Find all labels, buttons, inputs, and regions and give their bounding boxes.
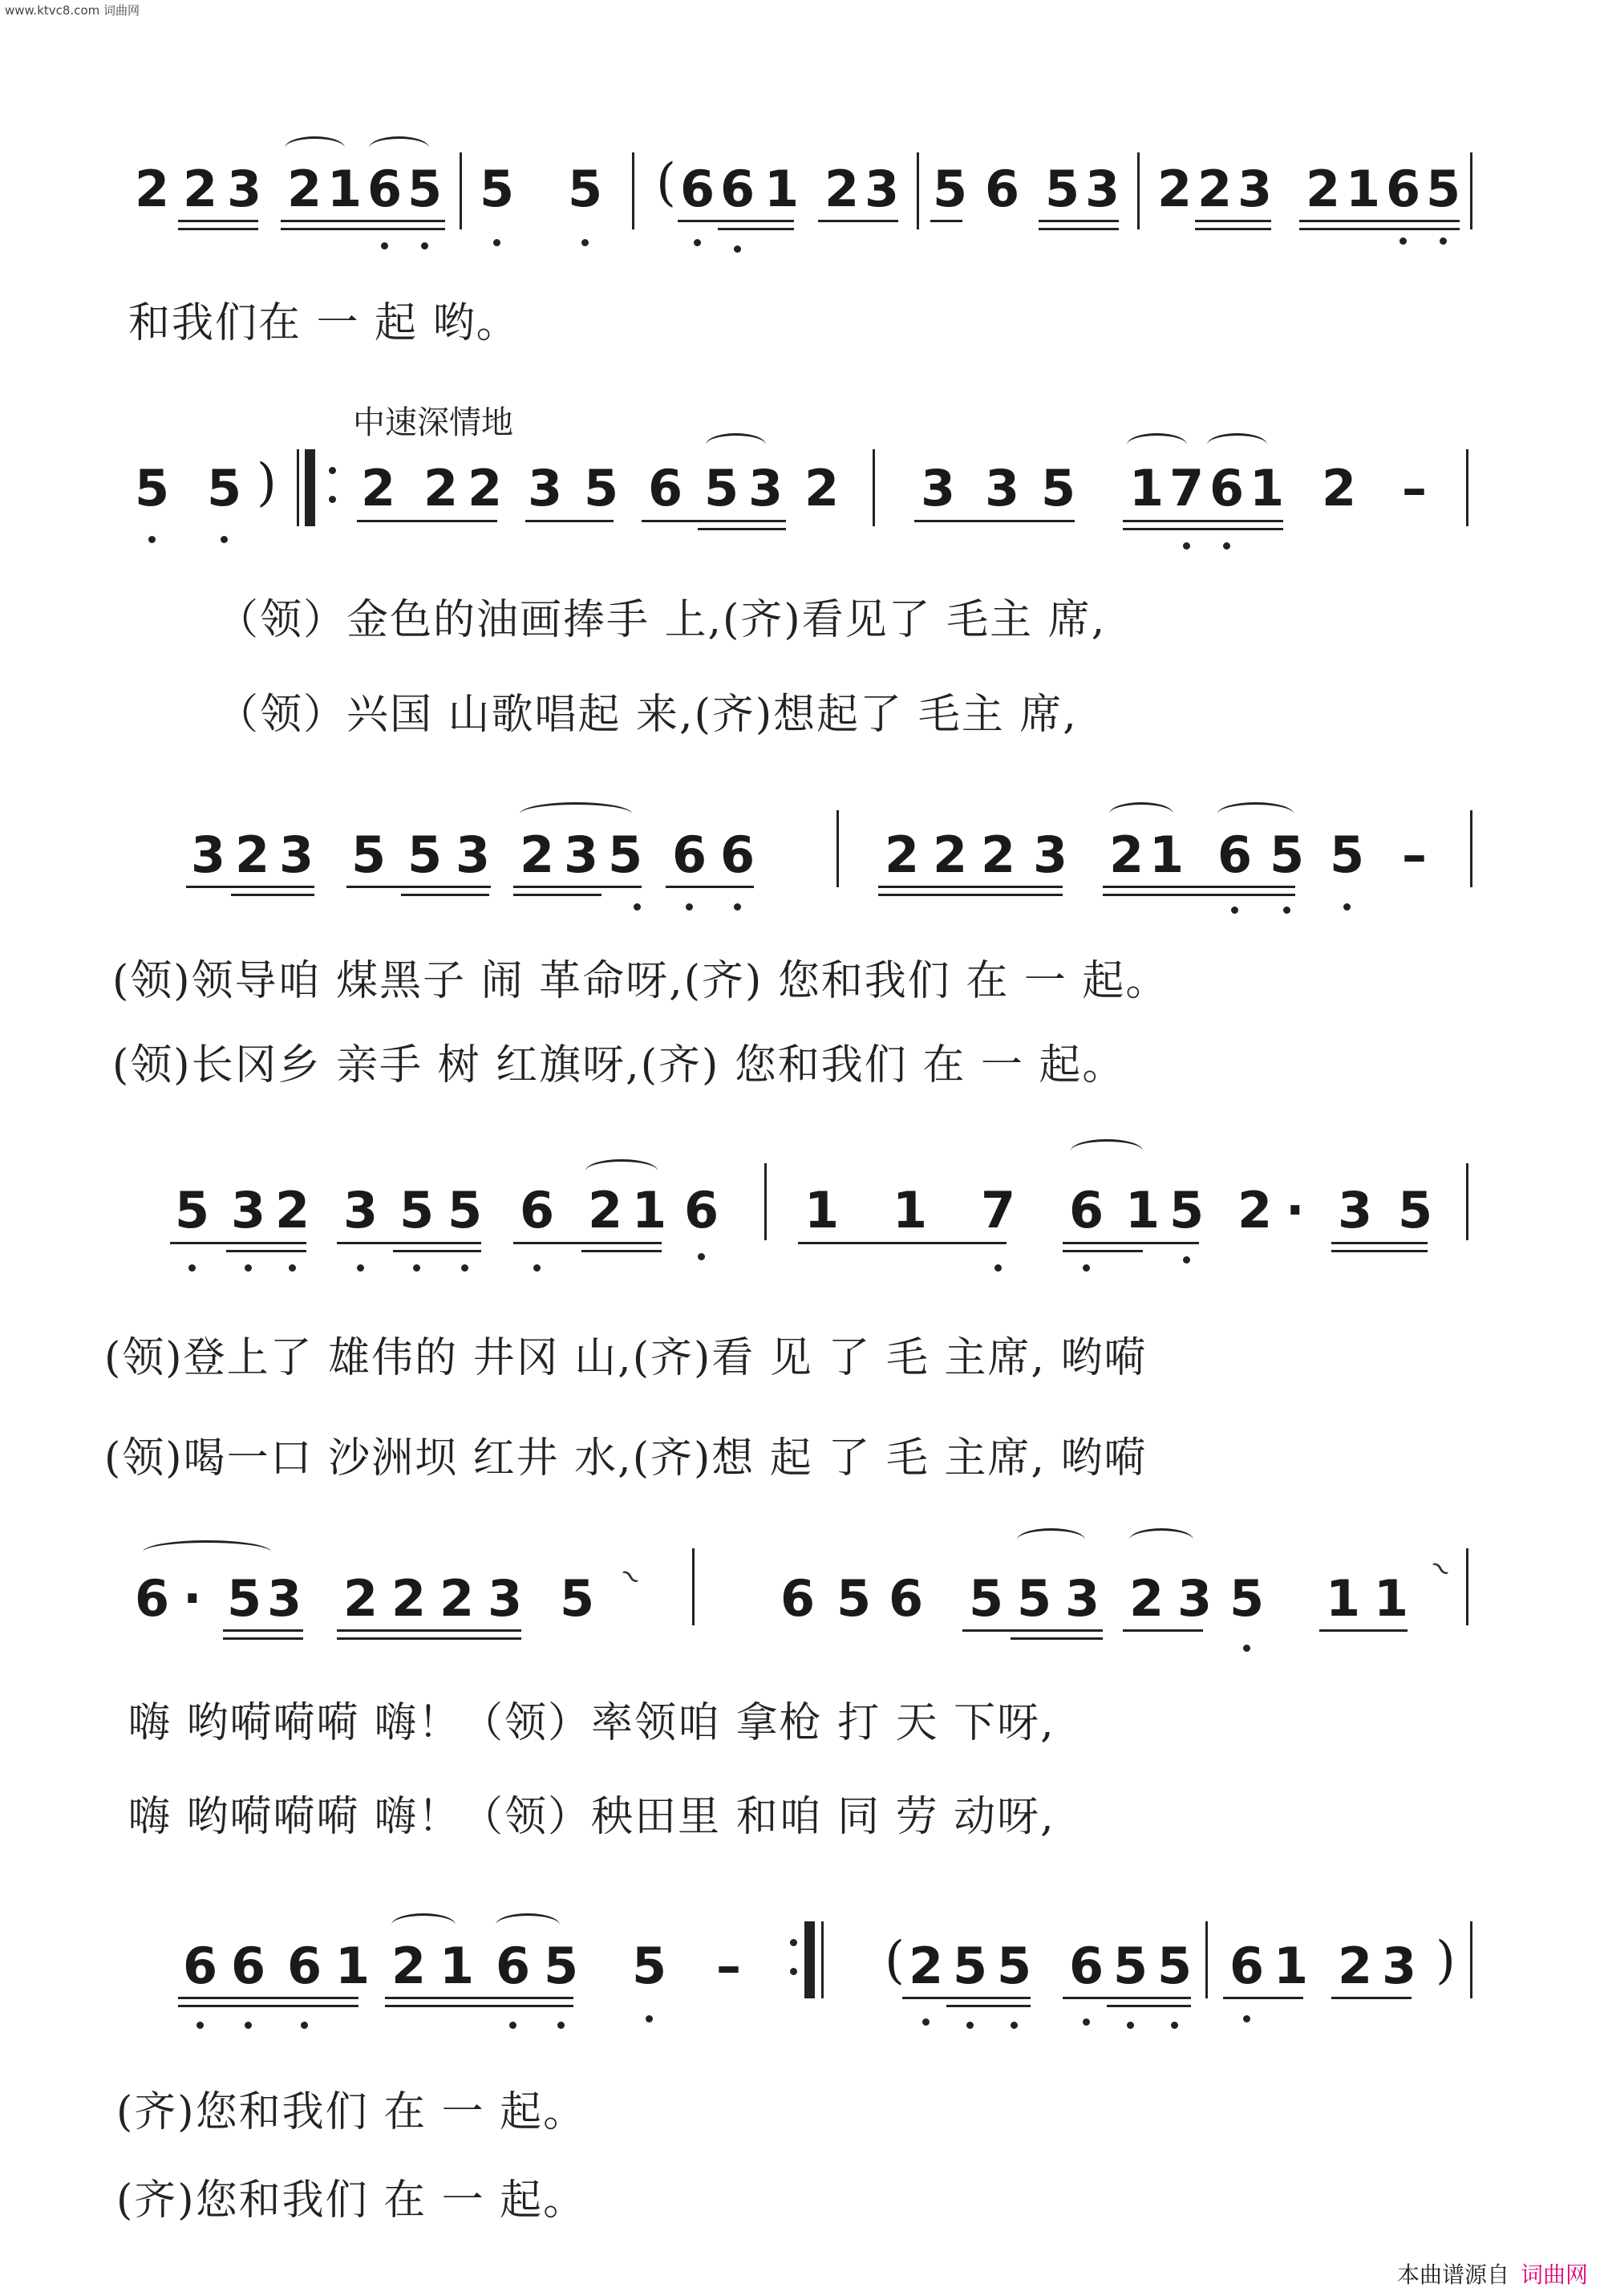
- note: 7: [1169, 459, 1205, 517]
- note: ·: [1286, 1181, 1305, 1239]
- note: 1: [893, 1181, 928, 1239]
- low-dot: [357, 1264, 364, 1272]
- note: 5: [969, 1569, 1004, 1628]
- underline: [223, 1637, 303, 1640]
- low-dot: [1183, 1256, 1190, 1264]
- low-dot: [1243, 2015, 1250, 2022]
- note: 1: [1129, 459, 1165, 517]
- lyric-line: (齐)您和我们 在 一 起。: [116, 2176, 587, 2225]
- underline: [914, 520, 1075, 522]
- underline: [1299, 228, 1460, 230]
- slur: [1207, 433, 1267, 456]
- close-paren: ): [257, 453, 277, 513]
- underline: [1063, 1250, 1143, 1252]
- underline: [186, 886, 314, 888]
- slur: [585, 1159, 658, 1182]
- underline: [178, 1997, 358, 1999]
- note: 2: [423, 459, 459, 517]
- underline: [1039, 220, 1119, 222]
- note: 5: [953, 1937, 988, 1995]
- note: 6: [1209, 459, 1245, 517]
- note: 6: [367, 160, 403, 218]
- note: –: [1402, 459, 1427, 517]
- low-dot: [509, 2022, 516, 2029]
- low-dot: [221, 536, 228, 543]
- note: 2: [1109, 826, 1144, 884]
- footer-brand-link[interactable]: 词曲网: [1520, 2262, 1588, 2288]
- note: 1: [1374, 1569, 1409, 1628]
- note: 5: [1398, 1181, 1433, 1239]
- underline: [1063, 1997, 1191, 1999]
- underline: [1011, 1637, 1103, 1640]
- barline: [460, 152, 462, 229]
- underline: [337, 1629, 521, 1632]
- note: 5: [608, 826, 643, 884]
- note: 3: [1065, 1569, 1100, 1628]
- note: 6: [287, 1937, 322, 1995]
- note: 1: [1149, 826, 1185, 884]
- barline: [1205, 1921, 1208, 1998]
- low-dot: [581, 239, 589, 246]
- underline: [1195, 228, 1271, 230]
- note: 5: [407, 826, 443, 884]
- note: 5: [1157, 1937, 1193, 1995]
- slur: [285, 136, 345, 160]
- note: 7: [981, 1181, 1016, 1239]
- slur: [369, 136, 429, 160]
- note: 2: [135, 160, 170, 218]
- low-dot: [686, 903, 693, 911]
- note: ·: [183, 1569, 202, 1628]
- note: 5: [1041, 459, 1076, 517]
- open-paren: (: [885, 1931, 905, 1990]
- low-dot: [1083, 1264, 1090, 1272]
- low-dot: [1127, 2022, 1134, 2029]
- note: 5: [175, 1181, 210, 1239]
- note: 3: [1237, 160, 1273, 218]
- slur: [143, 1540, 271, 1564]
- note: 1: [327, 160, 363, 218]
- note: 5: [584, 459, 619, 517]
- underline: [337, 1242, 481, 1244]
- underline: [878, 894, 1063, 896]
- note: 2: [1322, 459, 1357, 517]
- low-dot: [245, 2022, 252, 2029]
- underline: [513, 894, 602, 896]
- low-dot: [289, 1264, 296, 1272]
- note: 6: [1069, 1937, 1104, 1995]
- note: 5: [480, 160, 515, 218]
- note: 3: [488, 1569, 523, 1628]
- low-dot: [381, 242, 388, 249]
- note: 3: [231, 1181, 266, 1239]
- barline: [821, 1921, 824, 1998]
- underline: [393, 1250, 481, 1252]
- note: 6: [985, 160, 1020, 218]
- note: 2: [588, 1181, 623, 1239]
- note: 3: [528, 459, 563, 517]
- note: 5: [351, 826, 387, 884]
- underline: [1039, 228, 1119, 230]
- repeat-barline: [305, 449, 315, 526]
- underline: [281, 220, 445, 222]
- note: 5: [407, 160, 443, 218]
- note: 6: [1217, 826, 1253, 884]
- low-dot: [698, 1253, 705, 1260]
- note: 2: [391, 1569, 427, 1628]
- note: 6: [648, 459, 683, 517]
- note: 6: [1229, 1937, 1265, 1995]
- note: 6: [520, 1181, 555, 1239]
- note: 5: [1169, 1181, 1205, 1239]
- slur: [1109, 802, 1173, 826]
- underline: [818, 220, 898, 222]
- underline: [170, 1242, 306, 1244]
- slur: [1071, 1139, 1143, 1162]
- site-watermark: www.ktvc8.com 词曲网: [5, 3, 140, 18]
- underline: [878, 886, 1063, 888]
- barline: [632, 152, 634, 229]
- note: 2: [804, 459, 840, 517]
- note: 3: [1085, 160, 1120, 218]
- underline: [642, 520, 786, 522]
- underline: [1319, 1629, 1408, 1632]
- note: 5: [544, 1937, 579, 1995]
- note: 6: [672, 826, 707, 884]
- lyric-line: 嗨 哟嗬嗬嗬 嗨！（领）率领咱 拿枪 打 天 下呀,: [128, 1699, 1055, 1747]
- note: 3: [748, 459, 784, 517]
- slur: [1129, 1528, 1193, 1552]
- note: 2: [1157, 160, 1193, 218]
- note: 6: [183, 1937, 218, 1995]
- note: 2: [933, 826, 968, 884]
- barline: [1466, 1163, 1468, 1240]
- underline: [337, 1637, 521, 1640]
- note: 6: [889, 1569, 924, 1628]
- low-dot: [966, 2022, 974, 2029]
- low-dot: [1223, 542, 1230, 550]
- note: 2: [439, 1569, 475, 1628]
- underline: [357, 520, 497, 522]
- underline: [1063, 1242, 1199, 1244]
- note: 2: [1306, 160, 1341, 218]
- underline: [1195, 220, 1271, 222]
- low-dot: [196, 2022, 204, 2029]
- note: 3: [1177, 1569, 1213, 1628]
- slur: [520, 802, 632, 826]
- underline: [666, 886, 754, 888]
- underline: [1299, 220, 1460, 222]
- low-dot: [634, 903, 641, 911]
- note: 2: [885, 826, 920, 884]
- note: 1: [1250, 459, 1285, 517]
- low-dot: [421, 242, 428, 249]
- note: 2: [287, 160, 322, 218]
- low-dot: [1231, 907, 1238, 914]
- underline: [178, 2005, 358, 2007]
- note: 6: [780, 1569, 816, 1628]
- slur: [1217, 802, 1294, 826]
- note: 5: [1426, 160, 1461, 218]
- underline: [281, 228, 445, 230]
- underline: [346, 886, 491, 888]
- low-dot: [188, 1264, 196, 1272]
- underline: [401, 894, 489, 896]
- note: 2: [909, 1937, 944, 1995]
- underline: [930, 220, 962, 222]
- lyric-line: (齐)您和我们 在 一 起。: [116, 2088, 587, 2136]
- note: 6: [684, 1181, 719, 1239]
- note: 2: [1338, 1937, 1373, 1995]
- note: 3: [343, 1181, 379, 1239]
- footer-source-label: 本曲谱源自: [1396, 2262, 1509, 2288]
- underline: [962, 1629, 1103, 1632]
- low-dot: [533, 1264, 541, 1272]
- low-dot: [557, 2022, 565, 2029]
- underline: [1107, 2005, 1191, 2007]
- note: 1: [764, 160, 800, 218]
- underline: [1331, 1997, 1412, 1999]
- barline: [917, 152, 919, 229]
- note: 2: [981, 826, 1016, 884]
- note: 2: [1197, 160, 1233, 218]
- underline: [525, 520, 614, 522]
- lyric-line: (领)喝一口 沙洲坝 红井 水,(齐)想 起 了 毛 主席, 哟嗬: [104, 1434, 1148, 1483]
- barline: [764, 1163, 767, 1240]
- slur: [496, 1913, 560, 1937]
- underline: [385, 1997, 573, 1999]
- note: 6: [1386, 160, 1421, 218]
- low-dot: [994, 1264, 1002, 1272]
- note: 6: [720, 160, 755, 218]
- lyric-line: (领)长冈乡 亲手 树 红旗呀,(齐) 您和我们 在 一 起。: [112, 1041, 1126, 1089]
- underline: [678, 220, 794, 222]
- glissando-mark: ~: [611, 1556, 650, 1596]
- note: 5: [933, 160, 968, 218]
- note: 3: [1033, 826, 1068, 884]
- note: 1: [804, 1181, 840, 1239]
- low-dot: [245, 1264, 252, 1272]
- underline: [1103, 886, 1295, 888]
- lyric-line: 和我们在 一 起 哟。: [128, 299, 520, 347]
- lyric-line: 嗨 哟嗬嗬嗬 嗨！（领）秧田里 和咱 同 劳 动呀,: [128, 1793, 1055, 1841]
- lyric-line: （领）兴国 山歌唱起 来,(齐)想起了 毛主 席,: [217, 691, 1078, 739]
- note: 3: [1382, 1937, 1417, 1995]
- barline: [873, 449, 875, 526]
- note: 1: [1274, 1937, 1309, 1995]
- lyric-line: (领)领导咱 煤黑子 闹 革命呀,(齐) 您和我们 在 一 起。: [112, 957, 1169, 1005]
- footer-source: [1397, 2257, 1588, 2290]
- barline: [297, 449, 299, 526]
- underline: [513, 886, 642, 888]
- barline: [1470, 152, 1472, 229]
- note: 1: [1346, 160, 1381, 218]
- underline: [223, 1629, 303, 1632]
- note: 2: [1129, 1569, 1165, 1628]
- underline: [231, 894, 314, 896]
- underline: [798, 1242, 1007, 1244]
- underline: [902, 1997, 1031, 1999]
- barline: [1470, 1921, 1472, 1998]
- note: 1: [1125, 1181, 1160, 1239]
- lyric-line: （领）金色的油画捧手 上,(齐)看见了 毛主 席,: [217, 596, 1107, 644]
- note: 5: [1270, 826, 1305, 884]
- low-dot: [413, 1264, 420, 1272]
- tempo-mark: 中速深情地: [353, 404, 513, 441]
- low-dot: [1083, 2018, 1090, 2026]
- note: 2: [520, 826, 555, 884]
- note: 5: [704, 459, 739, 517]
- note: 6: [680, 160, 715, 218]
- note: 6: [135, 1569, 170, 1628]
- underline: [226, 1250, 306, 1252]
- note: 5: [1113, 1937, 1148, 1995]
- note: 5: [1045, 160, 1080, 218]
- close-paren: ): [1436, 1931, 1456, 1990]
- open-paren: (: [656, 153, 676, 213]
- barline: [1466, 1548, 1468, 1625]
- note: 3: [191, 826, 226, 884]
- note: 5: [836, 1569, 872, 1628]
- note: 5: [632, 1937, 667, 1995]
- note: 2: [391, 1937, 427, 1995]
- low-dot: [1243, 1645, 1250, 1652]
- low-dot: [694, 239, 701, 246]
- note: 5: [1229, 1569, 1265, 1628]
- note: 6: [720, 826, 755, 884]
- note: 3: [227, 160, 262, 218]
- barline: [1470, 810, 1472, 887]
- low-dot: [734, 245, 741, 253]
- note: –: [716, 1937, 741, 1995]
- underline: [1331, 1242, 1428, 1244]
- note: 5: [135, 459, 170, 517]
- note: 5: [448, 1181, 483, 1239]
- note: 6: [231, 1937, 266, 1995]
- barline: [1466, 449, 1468, 526]
- note: 2: [468, 459, 503, 517]
- note: 3: [564, 826, 599, 884]
- note: 1: [439, 1937, 475, 1995]
- slur: [706, 433, 766, 456]
- note: 3: [921, 459, 956, 517]
- note: –: [1402, 826, 1427, 884]
- underline: [1123, 1629, 1203, 1632]
- note: 3: [267, 1569, 302, 1628]
- note: 1: [335, 1937, 371, 1995]
- note: 3: [279, 826, 314, 884]
- low-dot: [646, 2015, 653, 2022]
- note: 5: [997, 1937, 1032, 1995]
- barline: [1137, 152, 1140, 229]
- underline: [1223, 1997, 1303, 1999]
- underline: [1103, 894, 1295, 896]
- underline: [178, 220, 258, 222]
- underline: [698, 528, 786, 530]
- note: 3: [456, 826, 491, 884]
- low-dot: [148, 536, 156, 543]
- repeat-barline: [804, 1921, 815, 1998]
- note: 5: [1017, 1569, 1052, 1628]
- underline: [1123, 528, 1283, 530]
- underline: [946, 2005, 1031, 2007]
- note: 5: [399, 1181, 435, 1239]
- low-dot: [1011, 2022, 1018, 2029]
- low-dot: [1183, 542, 1190, 550]
- note: 2: [235, 826, 270, 884]
- note: 3: [985, 459, 1020, 517]
- low-dot: [1283, 907, 1290, 914]
- lyric-line: (领)登上了 雄伟的 井冈 山,(齐)看 见 了 毛 主席, 哟嗬: [104, 1334, 1148, 1382]
- slur: [391, 1913, 456, 1937]
- note: 6: [496, 1937, 531, 1995]
- low-dot: [734, 903, 741, 911]
- note: 3: [865, 160, 900, 218]
- underline: [1331, 1250, 1428, 1252]
- low-dot: [1343, 903, 1351, 911]
- low-dot: [301, 2022, 308, 2029]
- note: 2: [824, 160, 860, 218]
- underline: [385, 2005, 573, 2007]
- underline: [718, 228, 794, 230]
- low-dot: [1440, 237, 1447, 245]
- note: 5: [1330, 826, 1365, 884]
- note: 2: [1237, 1181, 1273, 1239]
- underline: [581, 1250, 662, 1252]
- barline: [692, 1548, 695, 1625]
- low-dot: [1171, 2022, 1178, 2029]
- note: 2: [361, 459, 396, 517]
- note: 6: [1069, 1181, 1104, 1239]
- barline: [836, 810, 839, 887]
- underline: [513, 1242, 662, 1244]
- note: 5: [560, 1569, 595, 1628]
- note: 5: [207, 459, 242, 517]
- low-dot: [493, 239, 500, 246]
- note: 5: [227, 1569, 262, 1628]
- low-dot: [461, 1264, 468, 1272]
- note: 2: [343, 1569, 379, 1628]
- low-dot: [922, 2018, 930, 2026]
- note: 2: [183, 160, 218, 218]
- note: 3: [1338, 1181, 1373, 1239]
- low-dot: [1399, 237, 1407, 245]
- underline: [1123, 520, 1283, 522]
- note: 1: [632, 1181, 667, 1239]
- glissando-mark: ~: [1421, 1548, 1460, 1588]
- slur: [1017, 1528, 1085, 1552]
- underline: [178, 228, 258, 230]
- slur: [1127, 433, 1187, 456]
- note: 1: [1326, 1569, 1361, 1628]
- note: 2: [275, 1181, 310, 1239]
- note: 5: [568, 160, 603, 218]
